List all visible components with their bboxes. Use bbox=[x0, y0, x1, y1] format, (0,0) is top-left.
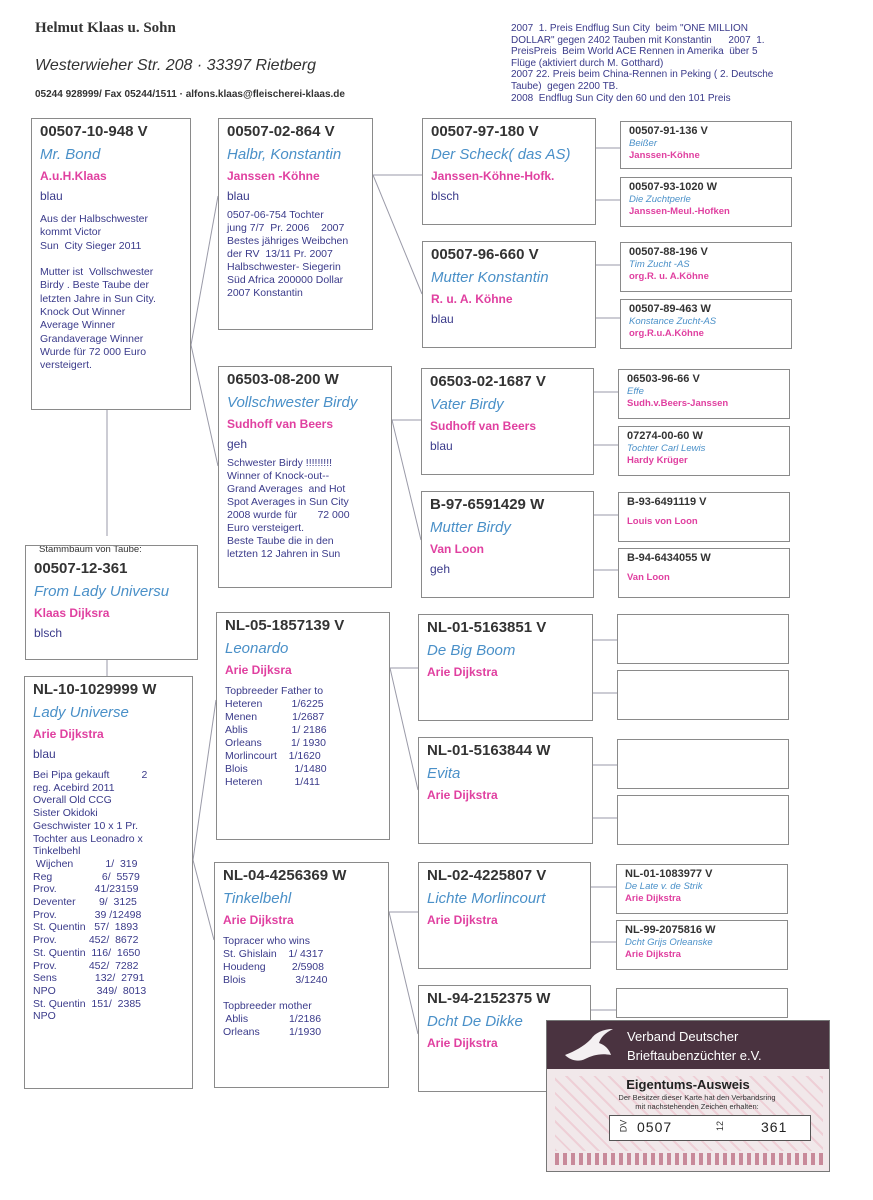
gen2-name: Halbr, Konstantin bbox=[227, 146, 342, 163]
gen2-notes: Topracer who wins St. Ghislain 1/ 4317 Houdeng 2/5908 Blois 3/1240 Topbreeder mother Ablis 1/2186 Orleans 1/1930 bbox=[223, 935, 328, 1038]
dam-card[interactable] bbox=[24, 676, 193, 1089]
certificate-text: Der Besitzer dieser Karte hat den Verbandsring mit nachstehenden Zeichen erhalten: bbox=[618, 1093, 776, 1111]
gen2-owner: Arie Dijkstra bbox=[223, 913, 294, 927]
certificate-org-line1: Verband Deutscher bbox=[627, 1029, 739, 1044]
dam-owner: Arie Dijkstra bbox=[33, 727, 104, 741]
gen4-card[interactable] bbox=[618, 369, 790, 419]
gen3-owner: Van Loon bbox=[430, 542, 484, 556]
gen4-ring: 06503-96-66 V bbox=[627, 373, 700, 385]
gen3-owner: Arie Dijkstra bbox=[427, 913, 498, 927]
gen3-owner: Janssen-Köhne-Hofk. bbox=[431, 169, 555, 183]
gen4-owner: Janssen-Meul.-Hofken bbox=[629, 206, 730, 217]
certificate-number1: 0507 bbox=[637, 1119, 673, 1135]
gen3-ring: NL-94-2152375 W bbox=[427, 990, 551, 1007]
gen4-card[interactable] bbox=[620, 177, 792, 227]
gen3-name: Vater Birdy bbox=[430, 396, 504, 413]
breeder-name: Helmut Klaas u. Sohn bbox=[35, 20, 176, 36]
gen2-owner: Arie Dijksra bbox=[225, 663, 292, 677]
gen4-owner: Arie Dijkstra bbox=[625, 893, 681, 904]
gen4-name: Effe bbox=[627, 386, 644, 397]
gen2-ring: NL-04-4256369 W bbox=[223, 867, 347, 884]
certificate-org-line2: Brieftaubenzüchter e.V. bbox=[627, 1048, 762, 1063]
gen4-owner: Van Loon bbox=[627, 572, 670, 583]
gen4-ring: 00507-88-196 V bbox=[629, 246, 708, 258]
sire-owner: A.u.H.Klaas bbox=[40, 169, 107, 183]
gen4-owner: org.R. u. A.Köhne bbox=[629, 271, 709, 282]
gen4-ring: 00507-93-1020 W bbox=[629, 181, 718, 193]
gen4-ring: NL-01-1083977 V bbox=[625, 868, 713, 880]
subject-color: blsch bbox=[34, 626, 63, 640]
gen4-card[interactable] bbox=[620, 121, 792, 169]
gen4-card-empty[interactable] bbox=[617, 670, 789, 720]
gen3-ring: 06503-02-1687 V bbox=[430, 373, 546, 390]
dam-name: Lady Universe bbox=[33, 704, 129, 721]
certificate-border-pattern bbox=[555, 1153, 823, 1165]
gen4-card[interactable] bbox=[618, 548, 790, 598]
gen4-ring: 00507-89-463 W bbox=[629, 303, 711, 315]
gen4-name: Dcht Grijs Orleanske bbox=[625, 937, 713, 948]
breeder-address: Westerwieher Str. 208 · 33397 Rietberg bbox=[35, 57, 317, 74]
dam-color: blau bbox=[33, 747, 56, 761]
gen4-card[interactable] bbox=[620, 299, 792, 349]
gen2-notes: Topbreeder Father to Heteren 1/6225 Menen 1/2687 Ablis 1/ 2186 Orleans 1/ 1930 Morlincourt 1/1620 Blois 1/1480 Heteren 1/411 bbox=[225, 685, 327, 788]
certificate-title: Eigentums-Ausweis bbox=[626, 1077, 750, 1092]
gen4-owner: Hardy Krüger bbox=[627, 455, 688, 466]
gen2-notes: Schwester Birdy !!!!!!!!! Winner of Knock-out-- Grand Averages and Hot Spot Averages in Sun City 2008 wurde für 72 000 Euro versteigert. Beste Taube die in den letzten 12 Jahren in Sun bbox=[227, 457, 350, 560]
gen2-color: geh bbox=[227, 437, 248, 451]
gen3-ring: 00507-97-180 V bbox=[431, 123, 539, 140]
certificate-year: 12 bbox=[715, 1120, 726, 1132]
gen4-ring: B-93-6491119 V bbox=[627, 496, 707, 508]
gen4-card[interactable] bbox=[618, 492, 790, 542]
subject-card[interactable] bbox=[25, 545, 198, 660]
gen4-card-empty[interactable] bbox=[617, 739, 789, 789]
gen3-owner: Arie Dijkstra bbox=[427, 1036, 498, 1050]
gen4-card[interactable] bbox=[620, 242, 792, 292]
subject-ring: 00507-12-361 bbox=[34, 560, 128, 577]
gen4-ring: B-94-6434055 W bbox=[627, 552, 711, 564]
gen4-owner: Arie Dijkstra bbox=[625, 949, 681, 960]
gen2-name: Vollschwester Birdy bbox=[227, 394, 358, 411]
ownership-certificate bbox=[546, 1020, 830, 1172]
gen3-color: blsch bbox=[431, 189, 460, 203]
gen2-card[interactable] bbox=[218, 118, 373, 330]
gen3-ring: NL-01-5163844 W bbox=[427, 742, 551, 759]
sire-name: Mr. Bond bbox=[40, 146, 101, 163]
gen2-owner: Janssen -Köhne bbox=[227, 169, 320, 183]
gen3-card[interactable] bbox=[418, 614, 593, 721]
dam-notes: Bei Pipa gekauft 2 reg. Acebird 2011 Overall Old CCG Sister Okidoki Geschwister 10 x 1 Pr. Tochter aus Leonadro x Tinkelbehl Wijchen 1/ 319 Reg 6/ 5579 Prov. 41/23159 Deventer 9/ 3125 Prov. 39 /12498 St. Quentin 57/ 1893 Prov. 452/ 8672 St. Quentin 116/ 1650 Prov. 452/ 7282 Sens 132/ 2791 NPO 349/ 8013 St. Quentin 151/ 2385 NPO bbox=[33, 769, 148, 1023]
gen4-name: Tochter Carl Lewis bbox=[627, 443, 706, 454]
gen3-card[interactable] bbox=[422, 241, 596, 348]
gen4-name: Konstance Zucht-AS bbox=[629, 316, 717, 327]
gen4-card[interactable] bbox=[618, 426, 790, 476]
gen4-card[interactable] bbox=[616, 920, 788, 970]
gen2-card[interactable] bbox=[216, 612, 390, 840]
gen3-name: Mutter Konstantin bbox=[431, 269, 549, 286]
gen2-name: Leonardo bbox=[225, 640, 289, 657]
sire-card[interactable] bbox=[31, 118, 191, 410]
subject-name: From Lady Universu bbox=[34, 583, 170, 600]
gen3-name: Mutter Birdy bbox=[430, 519, 511, 536]
gen3-owner: Arie Dijkstra bbox=[427, 788, 498, 802]
gen3-card[interactable] bbox=[418, 862, 591, 969]
gen4-ring: NL-99-2075816 W bbox=[625, 924, 716, 936]
gen3-card[interactable] bbox=[418, 737, 593, 844]
sire-color: blau bbox=[40, 189, 63, 203]
gen3-name: Evita bbox=[427, 765, 461, 782]
subject-owner: Klaas Dijksra bbox=[34, 606, 110, 620]
certificate-prefix: DV bbox=[618, 1119, 629, 1133]
gen4-ring: 07274-00-60 W bbox=[627, 430, 703, 442]
gen4-name: Die Zuchtperle bbox=[629, 194, 691, 205]
breeder-contact: 05244 928999/ Fax 05244/1511 · alfons.klaas@fleischerei-klaas.de bbox=[35, 89, 345, 100]
gen3-color: blau bbox=[431, 312, 454, 326]
certificate-number2: 361 bbox=[761, 1119, 788, 1135]
gen4-owner: Louis von Loon bbox=[627, 516, 698, 527]
gen4-owner: Sudh.v.Beers-Janssen bbox=[627, 398, 729, 409]
gen3-owner: Sudhoff van Beers bbox=[430, 419, 537, 433]
gen3-color: blau bbox=[430, 439, 453, 453]
gen3-ring: NL-01-5163851 V bbox=[427, 619, 547, 636]
gen3-ring: 00507-96-660 V bbox=[431, 246, 539, 263]
gen2-notes: 0507-06-754 Tochter jung 7/7 Pr. 2006 2007 Bestes jähriges Weibchen der RV 13/11 Pr. 2007 Halbschwester- Siegerin Süd Africa 200000 Dollar 2007 Konstantin bbox=[227, 209, 349, 299]
gen4-owner: org.R.u.A.Köhne bbox=[629, 328, 704, 339]
gen3-card[interactable] bbox=[421, 368, 594, 475]
gen2-ring: 00507-02-864 V bbox=[227, 123, 335, 140]
achievements-text: 2007 1. Preis Endflug Sun City beim "ONE MILLION DOLLAR" gegen 2402 Tauben mit Konstantin 2007 1. PreisPreis Beim World ACE Rennen in Amerika über 5 Flüge (aktiviert durch M. Gotthard) 2007 22. Preis beim China-Rennen in Peking ( 2. Deutsche Taube) gegen 2200 TB. 2008 Endflug Sun City den 60 und den 101 Preis bbox=[511, 23, 774, 104]
gen2-card[interactable] bbox=[214, 862, 389, 1088]
gen4-owner: Janssen-Köhne bbox=[629, 150, 700, 161]
gen3-card[interactable] bbox=[421, 491, 594, 598]
gen2-owner: Sudhoff van Beers bbox=[227, 417, 334, 431]
gen2-card[interactable] bbox=[218, 366, 392, 588]
gen2-ring: NL-05-1857139 V bbox=[225, 617, 345, 634]
gen4-ring: 00507-91-136 V bbox=[629, 125, 708, 137]
gen3-ring: B-97-6591429 W bbox=[430, 496, 545, 513]
gen3-color: geh bbox=[430, 562, 451, 576]
gen4-card[interactable] bbox=[616, 864, 788, 914]
gen3-owner: Arie Dijkstra bbox=[427, 665, 498, 679]
dam-ring: NL-10-1029999 W bbox=[33, 681, 157, 698]
gen3-name: De Big Boom bbox=[427, 642, 516, 659]
gen2-color: blau bbox=[227, 189, 250, 203]
sire-ring: 00507-10-948 V bbox=[40, 123, 148, 140]
sire-notes: Aus der Halbschwester kommt Victor Sun City Sieger 2011 Mutter ist Vollschwester Birdy . Beste Taube der letzten Jahre in Sun City. Knock Out Winner Average Winner Grandaverage Winner Wurde für 72 000 Euro versteigert. bbox=[40, 213, 156, 372]
pigeon-logo-icon bbox=[561, 1025, 617, 1067]
gen4-name: Tim Zucht -AS bbox=[629, 259, 690, 270]
gen3-name: Lichte Morlincourt bbox=[427, 890, 546, 907]
gen3-ring: NL-02-4225807 V bbox=[427, 867, 547, 884]
gen4-card-empty[interactable] bbox=[616, 988, 788, 1018]
gen4-name: De Late v. de Strik bbox=[625, 881, 703, 892]
gen3-card[interactable] bbox=[422, 118, 596, 225]
gen3-name: Dcht De Dikke bbox=[427, 1013, 523, 1030]
gen2-name: Tinkelbehl bbox=[223, 890, 292, 907]
gen4-name: Beißer bbox=[629, 138, 657, 149]
gen3-owner: R. u. A. Köhne bbox=[431, 292, 513, 306]
gen3-name: Der Scheck( das AS) bbox=[431, 146, 571, 163]
gen4-card-empty[interactable] bbox=[617, 795, 789, 845]
gen2-ring: 06503-08-200 W bbox=[227, 371, 339, 388]
subject-label: Stammbaum von Taube: bbox=[36, 545, 145, 555]
gen4-card-empty[interactable] bbox=[617, 614, 789, 664]
